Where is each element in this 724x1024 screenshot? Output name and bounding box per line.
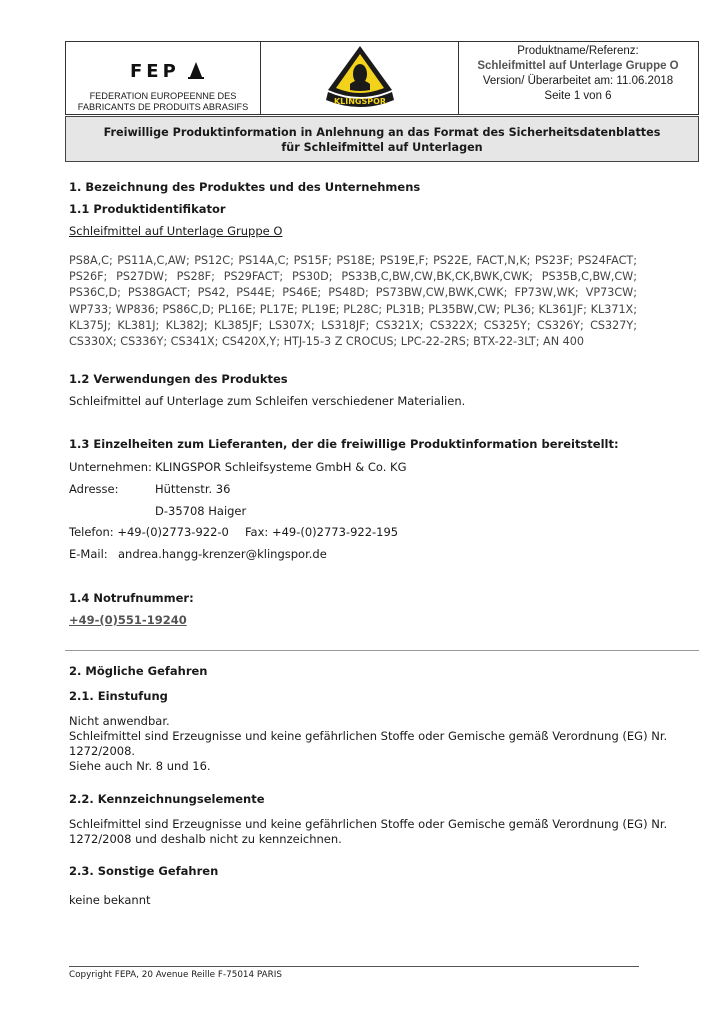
s21-line3: 1272/2008. — [69, 744, 136, 758]
s21-line4: Siehe auch Nr. 8 und 16. — [69, 759, 211, 773]
email-label: E-Mail: — [69, 547, 108, 561]
section1-heading: 1. Bezeichnung des Produktes und des Unternehmens — [69, 180, 421, 194]
s21-line2: Schleifmittel sind Erzeugnisse und keine gefährlichen Stoffe oder Gemische gemäß Verordnung (EG) Nr. — [69, 729, 668, 743]
footer-divider — [69, 966, 639, 967]
version-date: Version/ Überarbeitet am: 11.06.2018 — [482, 75, 674, 87]
klingspor-logo — [322, 44, 398, 112]
fepa-name-line2: FABRICANTS DE PRODUITS ABRASIFS — [77, 102, 249, 112]
page-number: Seite 1 von 6 — [544, 90, 612, 102]
fepa-cell — [66, 42, 261, 114]
address-line1: Hüttenstr. 36 — [155, 482, 231, 496]
fepa-name-line1: FEDERATION EUROPEENNE DES — [89, 91, 237, 101]
product-codes: PS8A,C; PS11A,C,AW; PS12C; PS14A,C; PS15F; PS18E; PS19E,F; PS22E, FACT,N,K; PS23F; PS24FACT; PS26F; PS27DW; PS28F; PS29FACT; PS30D; PS33B,C,BW,CW,BK,CK,BWK,CWK; PS35B,C,BW,CW; PS36C,D; PS38GACT; PS42, PS44E; PS46E; PS48D; PS73BW,CW,BWK,CWK; FP73W,WK; VP73CW; WP733; WP836; PS86C,D; PL16E; PL17E; PL19E; PL28C; PL31B; PL35BW,CW; PL36; KL361JF; KL371X; KL375J; KL381J; KL382J; KL385JF; LS307X; LS318JF; CS321X; CS322X; CS325Y; CS326Y; CS327Y; CS330X; CS336Y; CS341X; CS420X,Y; HTJ-15-3 Z CROCUS; LPC-22-2RS; BTX-22-3LT; AN 400 — [69, 254, 637, 349]
banner-line1: Freiwillige Produktinformation in Anlehnung an das Format des Sicherheitsdatenblattes — [103, 126, 661, 139]
svg-text:FEP: FEP — [130, 61, 180, 82]
section1-2-heading: 1.2 Verwendungen des Produktes — [69, 372, 288, 386]
product-label: Produktname/Referenz: — [517, 45, 639, 57]
address-line2: D-35708 Haiger — [155, 504, 247, 518]
email-link[interactable]: andrea.hangg-krenzer@klingspor.de — [118, 547, 327, 561]
section1-1-heading: 1.1 Produktidentifikator — [69, 202, 226, 216]
usage-text: Schleifmittel auf Unterlage zum Schleifen verschiedener Materialien. — [69, 394, 466, 408]
phone-number: Telefon: +49-(0)2773-922-0 — [69, 525, 229, 539]
document-title-banner — [65, 116, 699, 162]
fepa-logo — [128, 58, 208, 87]
product-info-cell — [458, 42, 698, 114]
fax-number: Fax: +49-(0)2773-922-195 — [245, 525, 399, 539]
section2-heading: 2. Mögliche Gefahren — [69, 664, 208, 678]
product-name: Schleifmittel auf Unterlage Gruppe O — [477, 60, 679, 72]
section1-4-heading: 1.4 Notrufnummer: — [69, 591, 194, 605]
s22-line2: 1272/2008 und deshalb nicht zu kennzeichnen. — [69, 832, 342, 846]
product-identifier: Schleifmittel auf Unterlage Gruppe O — [69, 224, 283, 238]
company-value: KLINGSPOR Schleifsysteme GmbH & Co. KG — [155, 460, 407, 474]
section1-3-heading: 1.3 Einzelheiten zum Lieferanten, der die freiwillige Produktinformation bereitstellt: — [69, 437, 619, 451]
klingspor-logo-text: KLINGSPOR — [333, 97, 387, 106]
company-label: Unternehmen: — [69, 460, 152, 474]
s22-line1: Schleifmittel sind Erzeugnisse und keine gefährlichen Stoffe oder Gemische gemäß Verordnung (EG) Nr. — [69, 817, 668, 831]
document-header — [65, 41, 699, 115]
fepa-logo-mark — [128, 58, 208, 82]
section2-3-heading: 2.3. Sonstige Gefahren — [69, 864, 219, 878]
banner-line2: für Schleifmittel auf Unterlagen — [281, 141, 483, 154]
section2-1-heading: 2.1. Einstufung — [69, 689, 168, 703]
footer-copyright: Copyright FEPA, 20 Avenue Reille F-75014 PARIS — [69, 970, 282, 980]
fepa-full-name — [66, 91, 260, 113]
s23-text: keine bekannt — [69, 893, 151, 907]
s21-line1: Nicht anwendbar. — [69, 714, 170, 728]
klingspor-cell — [260, 42, 459, 114]
address-label: Adresse: — [69, 482, 119, 496]
section-divider — [65, 650, 699, 651]
emergency-number-link[interactable]: +49-(0)551-19240 — [69, 613, 187, 627]
section2-2-heading: 2.2. Kennzeichnungselemente — [69, 792, 265, 806]
